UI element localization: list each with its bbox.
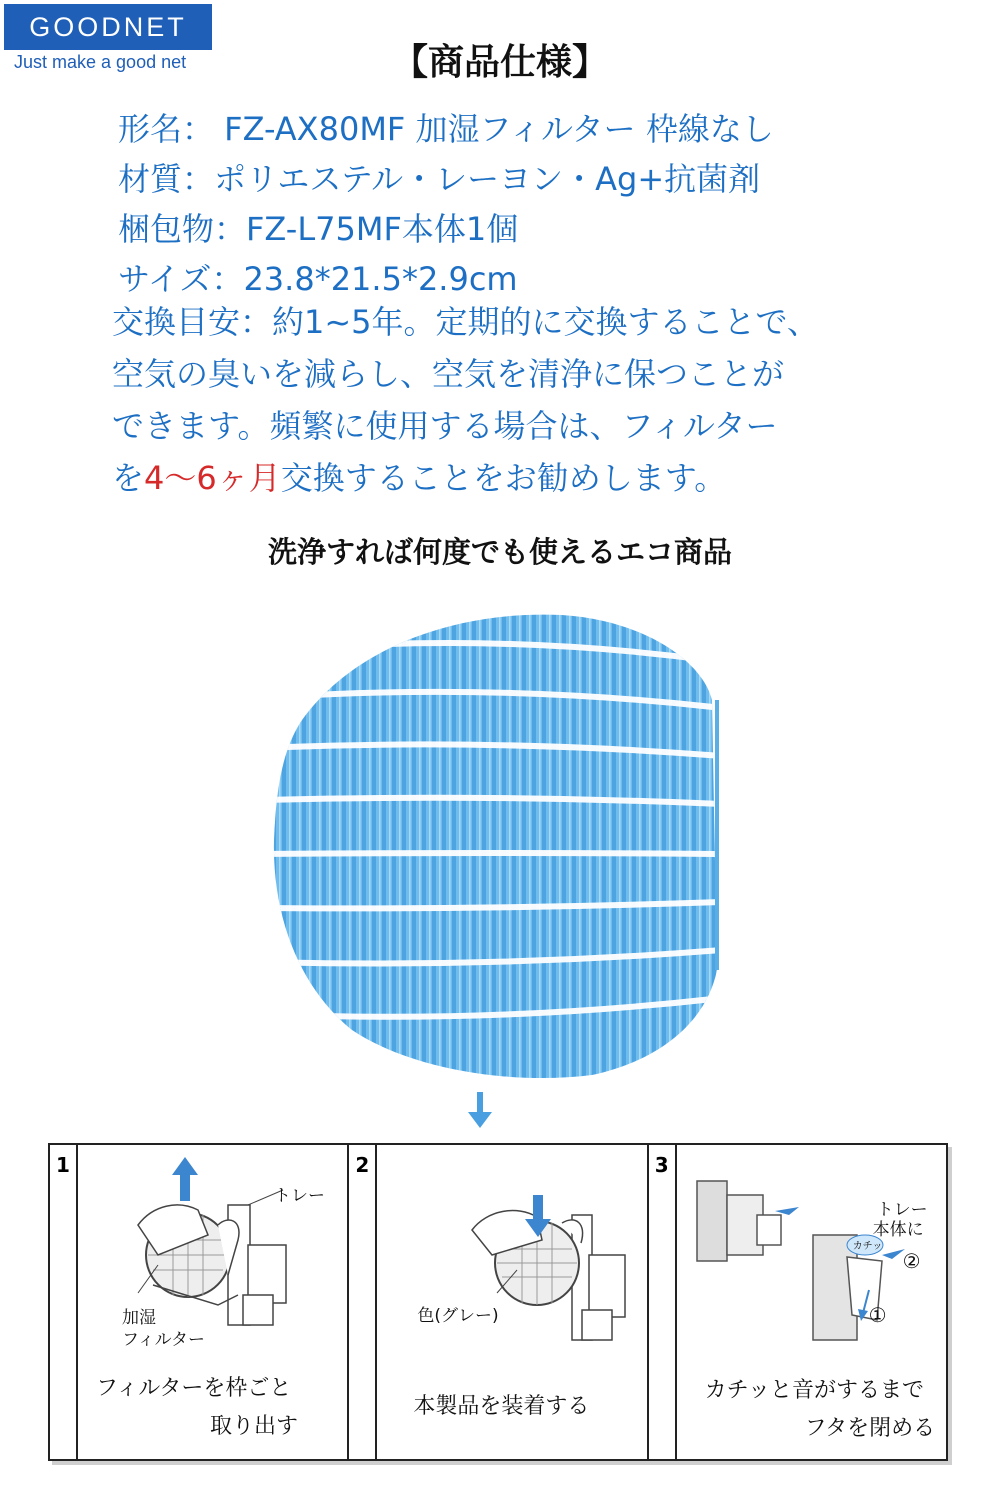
arrow-down-icon xyxy=(466,1092,494,1130)
desc-line-4-pre: を xyxy=(112,459,145,497)
filter-label-2: フィルター xyxy=(122,1330,205,1350)
step-number: 2 xyxy=(349,1145,377,1459)
step-2 xyxy=(349,1145,648,1459)
humidifier-filter-image xyxy=(262,590,722,1080)
step-3-caption-1: カチッと音がするまで xyxy=(704,1378,924,1403)
step-3 xyxy=(649,1145,946,1459)
step-1 xyxy=(50,1145,349,1459)
desc-line-4 xyxy=(112,452,872,504)
eco-title: 洗浄すれば何度でも使えるエコ商品 xyxy=(267,535,732,569)
desc-line-4-post: 交換することをお勧めします。 xyxy=(280,459,727,497)
install-steps xyxy=(48,1143,948,1461)
step-1-caption-1: フィルターを枠ごと xyxy=(96,1376,292,1401)
filter-label-1: 加湿 xyxy=(122,1308,156,1328)
step-mark-2: ② xyxy=(902,1249,921,1273)
step-number: 3 xyxy=(649,1145,677,1459)
spec-model: 形名： FZ-AX80MF 加湿フィルター 枠線なし xyxy=(118,110,774,148)
step-mark-1: ① xyxy=(868,1303,887,1327)
color-label: 色(グレー) xyxy=(417,1306,499,1326)
spec-description xyxy=(112,296,872,504)
spec-size: サイズ：23.8*21.5*2.9cm xyxy=(118,260,518,298)
spec-material: 材質：ポリエステル・レーヨン・Ag+抗菌剤 xyxy=(118,160,761,198)
click-bubble-label: カチッ xyxy=(852,1241,883,1252)
spec-title: 【商品仕様】 xyxy=(391,42,608,83)
spec-package: 梱包物：FZ-L75MF本体1個 xyxy=(118,210,519,248)
brand-tagline: Just make a good net xyxy=(14,52,187,72)
tray-label: トレー xyxy=(876,1200,928,1220)
brand-name: GOODNET xyxy=(4,4,212,50)
step-number: 1 xyxy=(50,1145,78,1459)
remove-filter-illustration xyxy=(78,1145,348,1355)
desc-line-2: 空気の臭いを減らし、空気を清浄に保つことが xyxy=(112,355,785,393)
desc-line-3: できます。頻繁に使用する場合は、フィルター xyxy=(112,407,778,445)
replacement-interval: 4〜6ヶ月 xyxy=(144,459,281,497)
spec-list xyxy=(118,104,774,304)
tray-label: トレー xyxy=(274,1186,325,1206)
body-label: 本体に xyxy=(872,1220,924,1240)
step-3-caption-2: フタを閉める xyxy=(804,1416,936,1441)
step-1-caption-2: 取り出す xyxy=(210,1414,299,1439)
step-2-caption: 本製品を装着する xyxy=(413,1394,590,1419)
desc-line-1: 交換目安：約1~5年。定期的に交換することで、 xyxy=(112,303,819,341)
